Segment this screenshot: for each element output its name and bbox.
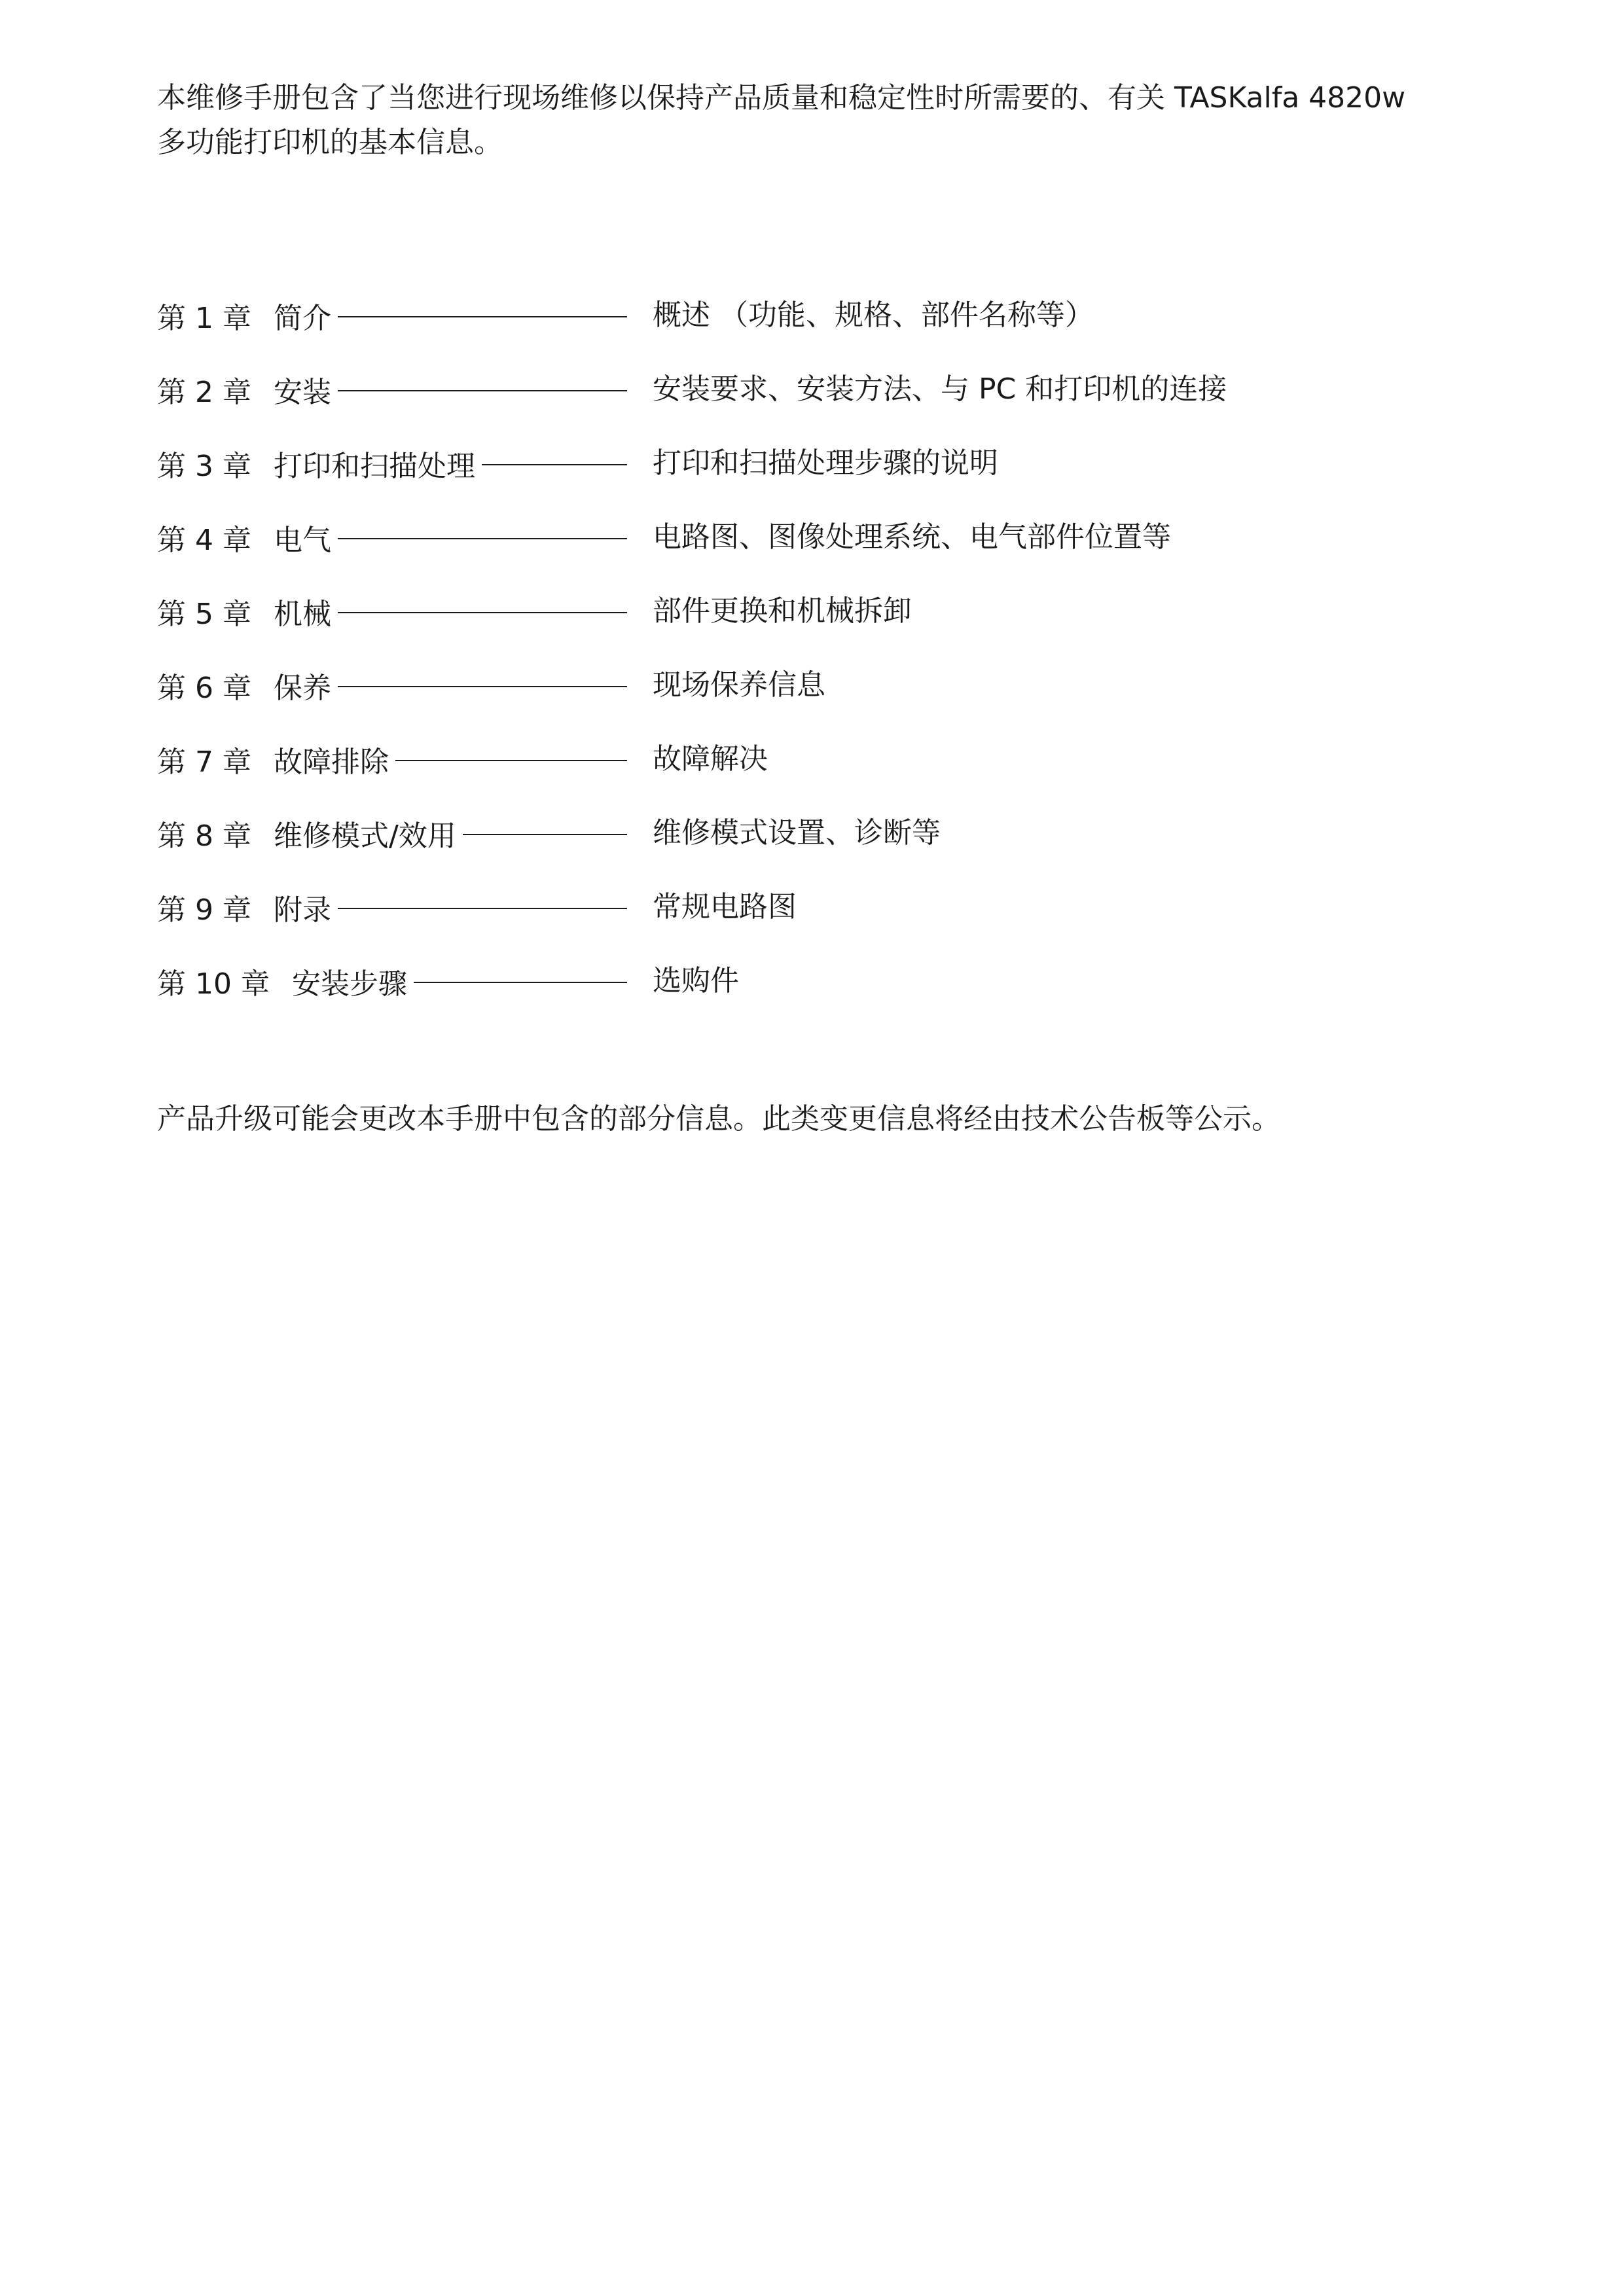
chapter-number: 第 6 章 [157,672,251,705]
chapter-description: 现场保养信息 [653,668,825,702]
chapter-title: 打印和扫描处理 [273,450,475,483]
chapter-description: 安装要求、安装方法、与 PC 和打印机的连接 [653,372,1227,406]
toc-row-chapter-9 [157,885,1492,959]
leader-line [338,612,627,613]
chapter-description: 打印和扫描处理步骤的说明 [653,446,998,480]
chapter-title: 故障排除 [273,745,389,779]
chapter-number: 第 7 章 [157,745,251,779]
chapter-title: 维修模式/效用 [273,819,456,853]
chapter-description: 常规电路图 [653,890,797,924]
chapter-number: 第 5 章 [157,598,251,631]
chapter-number: 第 2 章 [157,376,251,409]
toc-entry-label [157,293,627,338]
leader-line [414,982,627,983]
toc-row-chapter-3 [157,441,1492,515]
chapter-description: 部件更换和机械拆卸 [653,594,912,628]
chapter-number: 第 4 章 [157,524,251,557]
chapter-description: 电路图、图像处理系统、电气部件位置等 [653,520,1171,554]
toc-entry-label [157,367,627,412]
toc-entry-label [157,737,627,781]
chapter-number: 第 8 章 [157,819,251,853]
toc-entry-label [157,811,627,855]
chapter-number: 第 3 章 [157,450,251,483]
chapter-title: 保养 [273,672,331,705]
chapter-number: 第 10 章 [157,967,270,1001]
toc-entry-label [157,441,627,486]
toc-entry-label [157,885,627,929]
chapter-title: 电气 [273,524,331,557]
intro-line-2: 多功能打印机的基本信息。 [157,126,503,159]
intro-line-1: 本维修手册包含了当您进行现场维修以保持产品质量和稳定性时所需要的、有关 TASKalfa 4820w [157,81,1406,115]
chapter-title: 安装 [273,376,331,409]
toc-row-chapter-8 [157,811,1492,885]
leader-line [338,390,627,391]
toc-entry-label [157,589,627,634]
chapter-description: 故障解决 [653,742,768,776]
leader-line [338,316,627,317]
chapter-number: 第 9 章 [157,893,251,927]
leader-line [338,686,627,687]
leader-line [338,538,627,539]
toc-row-chapter-7 [157,737,1492,811]
chapter-description: 选购件 [653,964,739,997]
leader-line [395,760,627,761]
toc-entry-label [157,663,627,708]
leader-line [338,908,627,909]
toc-row-chapter-5 [157,589,1492,663]
toc-row-chapter-6 [157,663,1492,737]
toc-row-chapter-2 [157,367,1492,441]
toc-row-chapter-1 [157,293,1492,367]
toc-row-chapter-10 [157,959,1492,1033]
chapter-number: 第 1 章 [157,302,251,335]
leader-line [482,464,627,465]
leader-line [463,834,627,835]
toc-entry-label [157,515,627,560]
chapter-description: 概述 （功能、规格、部件名称等） [653,298,1094,332]
chapter-title: 附录 [273,893,331,927]
chapter-description: 维修模式设置、诊断等 [653,816,941,850]
chapter-title: 安装步骤 [291,967,407,1001]
update-notice: 产品升级可能会更改本手册中包含的部分信息。此类变更信息将经由技术公告板等公示。 [157,1102,1280,1136]
intro-paragraph [157,76,1492,165]
table-of-contents [157,293,1492,1033]
chapter-title: 机械 [273,598,331,631]
toc-row-chapter-4 [157,515,1492,589]
chapter-title: 简介 [273,302,331,335]
toc-entry-label [157,959,627,1003]
